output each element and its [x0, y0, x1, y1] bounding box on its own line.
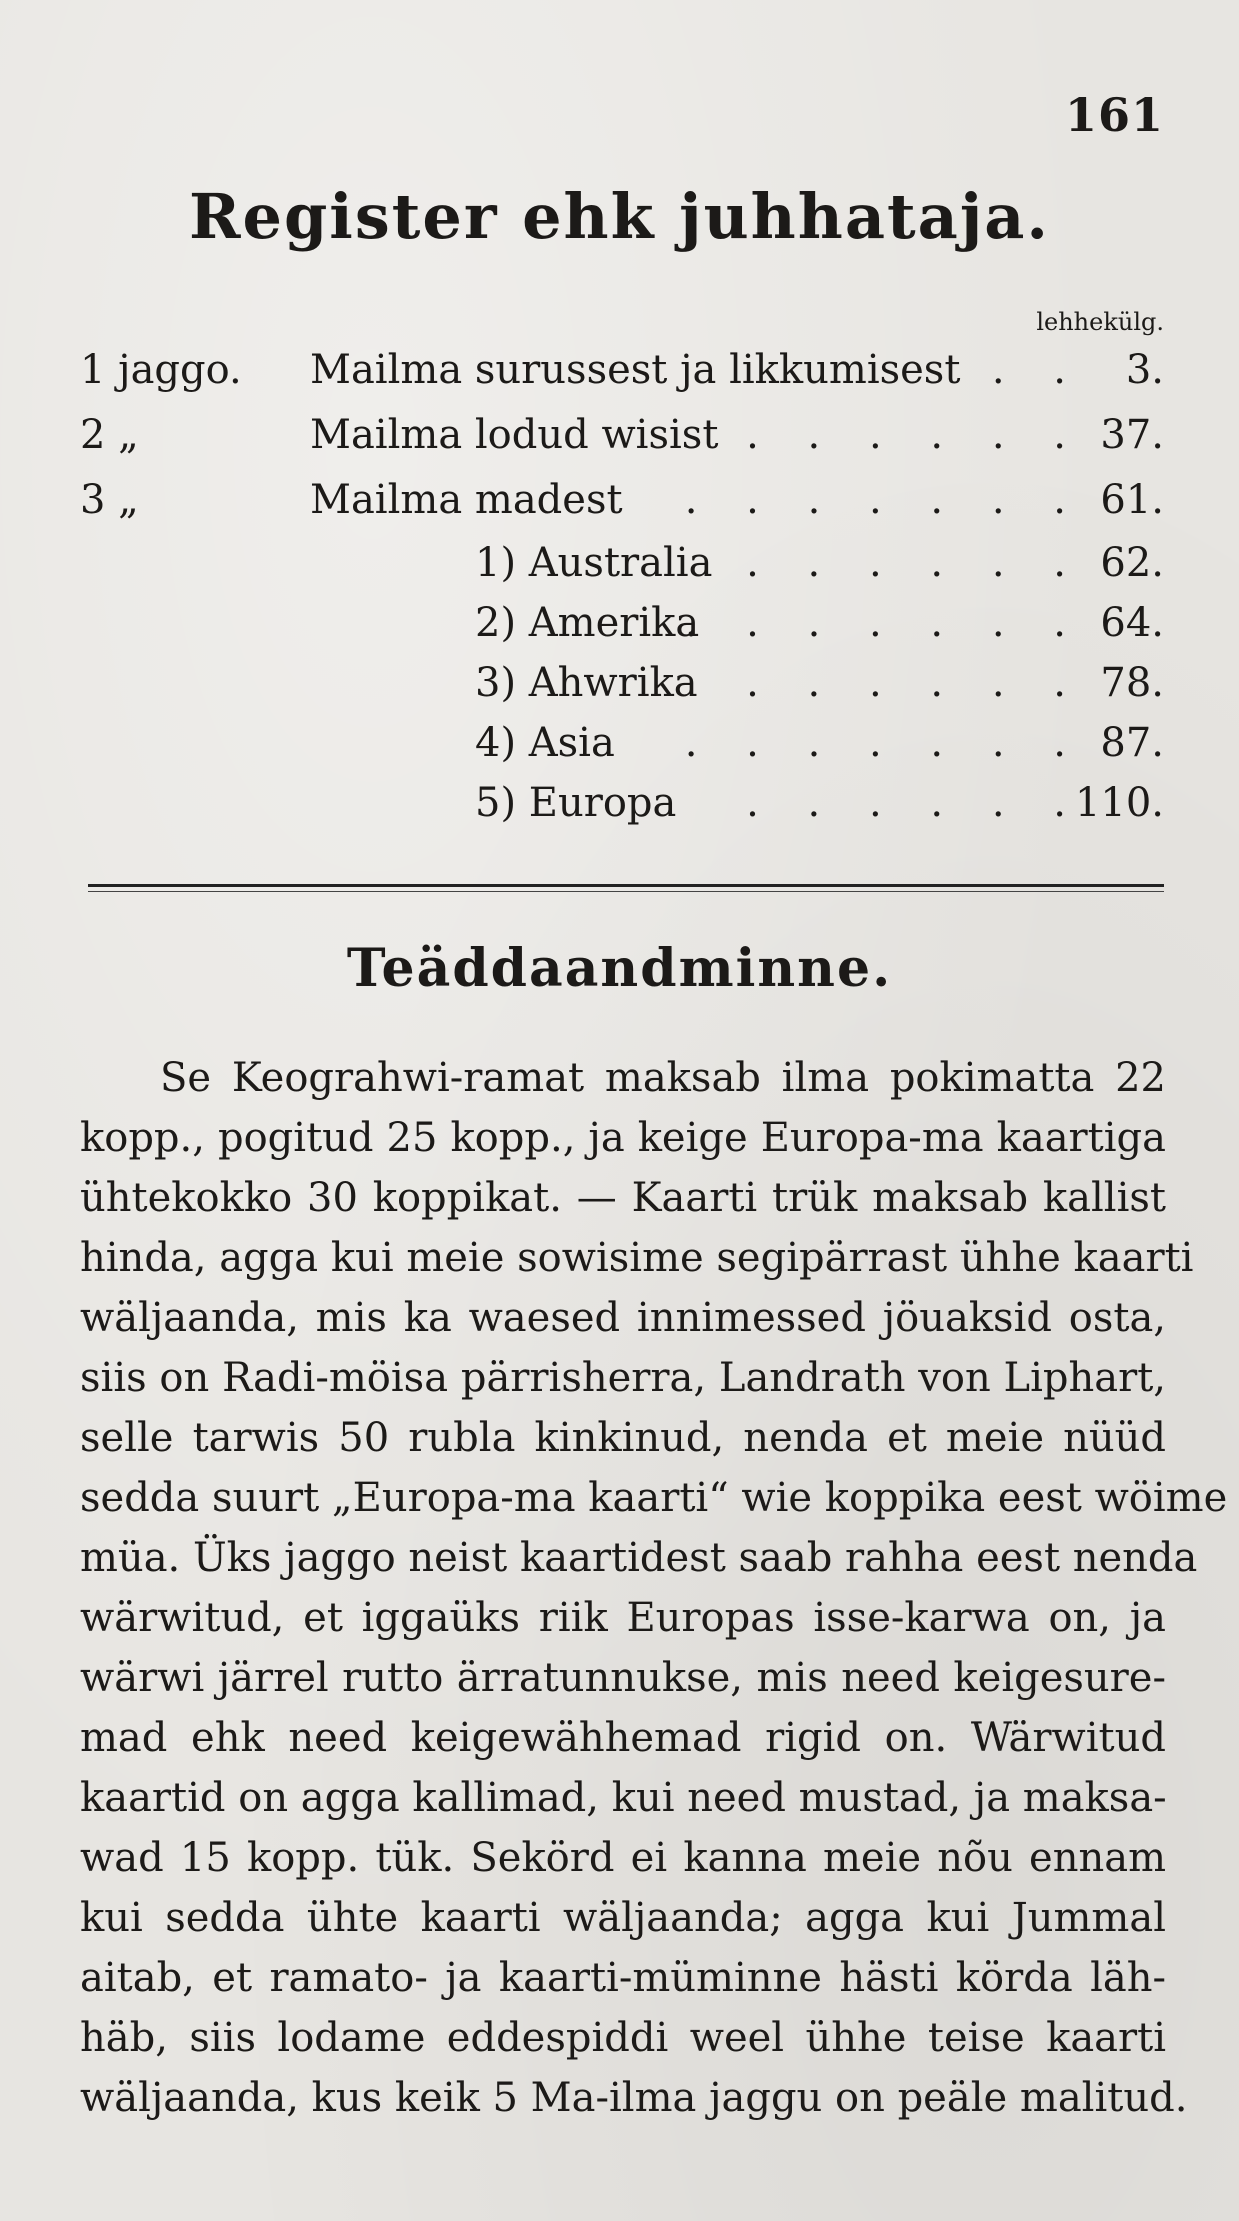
- notice-heading: Teäddaandminne.: [346, 938, 893, 999]
- toc-leader: . . . . . . .: [684, 477, 1084, 523]
- text-line: mad ehk need keigewähhemad rigid on. Wärwitud: [80, 1715, 1166, 1761]
- toc-leader: . . . . . .: [746, 540, 1084, 586]
- toc-entry: 5) Europa: [475, 780, 677, 826]
- text-line: ühtekokko 30 koppikat. — Kaarti trük maksab kallist: [80, 1175, 1166, 1221]
- text-line: kaartid on agga kallimad, kui need mustad, ja maksa-: [80, 1775, 1167, 1821]
- toc-page: 64.: [1100, 600, 1164, 646]
- toc-entry: 3) Ahwrika: [475, 660, 698, 706]
- toc-entry: 2) Amerika: [475, 600, 700, 646]
- toc-leader: . . . . . .: [746, 412, 1084, 458]
- toc-number: 1 jaggo.: [80, 347, 242, 393]
- toc-page: 37.: [1100, 412, 1164, 458]
- toc-entry: 4) Asia: [475, 720, 615, 766]
- section-divider: [88, 884, 1164, 887]
- toc-row: [80, 780, 1164, 836]
- toc-page: 62.: [1100, 540, 1164, 586]
- toc-entry: Mailma madest: [310, 477, 623, 523]
- toc-row: [80, 720, 1164, 776]
- toc-leader: . . . . . . .: [684, 720, 1084, 766]
- text-line: wäljaanda, kus keik 5 Ma-ilma jaggu on peäle malitud.: [80, 2075, 1188, 2121]
- text-line: aitab, et ramato- ja kaarti-müminne hästi körda läh-: [80, 1955, 1166, 2001]
- toc-entry: Mailma lodud wisist: [310, 412, 719, 458]
- text-line: wärwitud, et iggaüks riik Europas isse-karwa on, ja: [80, 1595, 1166, 1641]
- toc-page: 3.: [1125, 347, 1164, 393]
- text-line: müa. Üks jaggo neist kaartidest saab rahha eest nenda: [80, 1535, 1198, 1581]
- toc-number: 2 „: [80, 412, 139, 458]
- toc-row: [80, 477, 1164, 533]
- toc-page: 61.: [1100, 477, 1164, 523]
- text-line: kui sedda ühte kaarti wäljaanda; agga kui Jummal: [80, 1895, 1166, 1941]
- toc-row: [80, 412, 1164, 468]
- toc-row: [80, 540, 1164, 596]
- toc-page: 110.: [1074, 780, 1164, 826]
- text-line: wad 15 kopp. tük. Sekörd ei kanna meie nõu ennam: [80, 1835, 1166, 1881]
- text-line: siis on Radi-möisa pärrisherra, Landrath von Liphart,: [80, 1355, 1166, 1401]
- section-divider-thin: [88, 891, 1164, 892]
- toc-page: 87.: [1100, 720, 1164, 766]
- toc-leader: . . . . . . .: [684, 600, 1084, 646]
- toc-row: [80, 660, 1164, 716]
- text-line: häb, siis lodame eddespiddi weel ühhe teise kaarti: [80, 2015, 1166, 2061]
- text-line: wärwi järrel rutto ärratunnukse, mis need keigesure-: [80, 1655, 1166, 1701]
- toc-leader: . . . . . .: [746, 780, 1084, 826]
- toc-leader: . .: [991, 347, 1084, 393]
- text-line: sedda suurt „Europa-ma kaarti“ wie koppika eest wöime: [80, 1475, 1228, 1521]
- toc-entry: Mailma surussest ja likkumisest: [310, 347, 961, 393]
- text-line: kopp., pogitud 25 kopp., ja keige Europa-ma kaartiga: [80, 1115, 1166, 1161]
- toc-entry: 1) Australia: [475, 540, 713, 586]
- toc-page: 78.: [1100, 660, 1164, 706]
- text-line: selle tarwis 50 rubla kinkinud, nenda et meie nüüd: [80, 1415, 1166, 1461]
- page-title: Register ehk juhhataja.: [188, 180, 1051, 253]
- toc-row: [80, 347, 1164, 403]
- text-line: wäljaanda, mis ka waesed innimessed jöuaksid osta,: [80, 1295, 1166, 1341]
- toc-number: 3 „: [80, 477, 139, 523]
- toc-leader: . . . . . .: [746, 660, 1084, 706]
- column-header: lehhekülg.: [1036, 308, 1164, 336]
- page-number: 161: [1064, 88, 1164, 142]
- text-line: hinda, agga kui meie sowisime segipärrast ühhe kaarti: [80, 1235, 1194, 1281]
- text-line: Se Keograhwi-ramat maksab ilma pokimatta 22: [160, 1055, 1166, 1101]
- toc-row: [80, 600, 1164, 656]
